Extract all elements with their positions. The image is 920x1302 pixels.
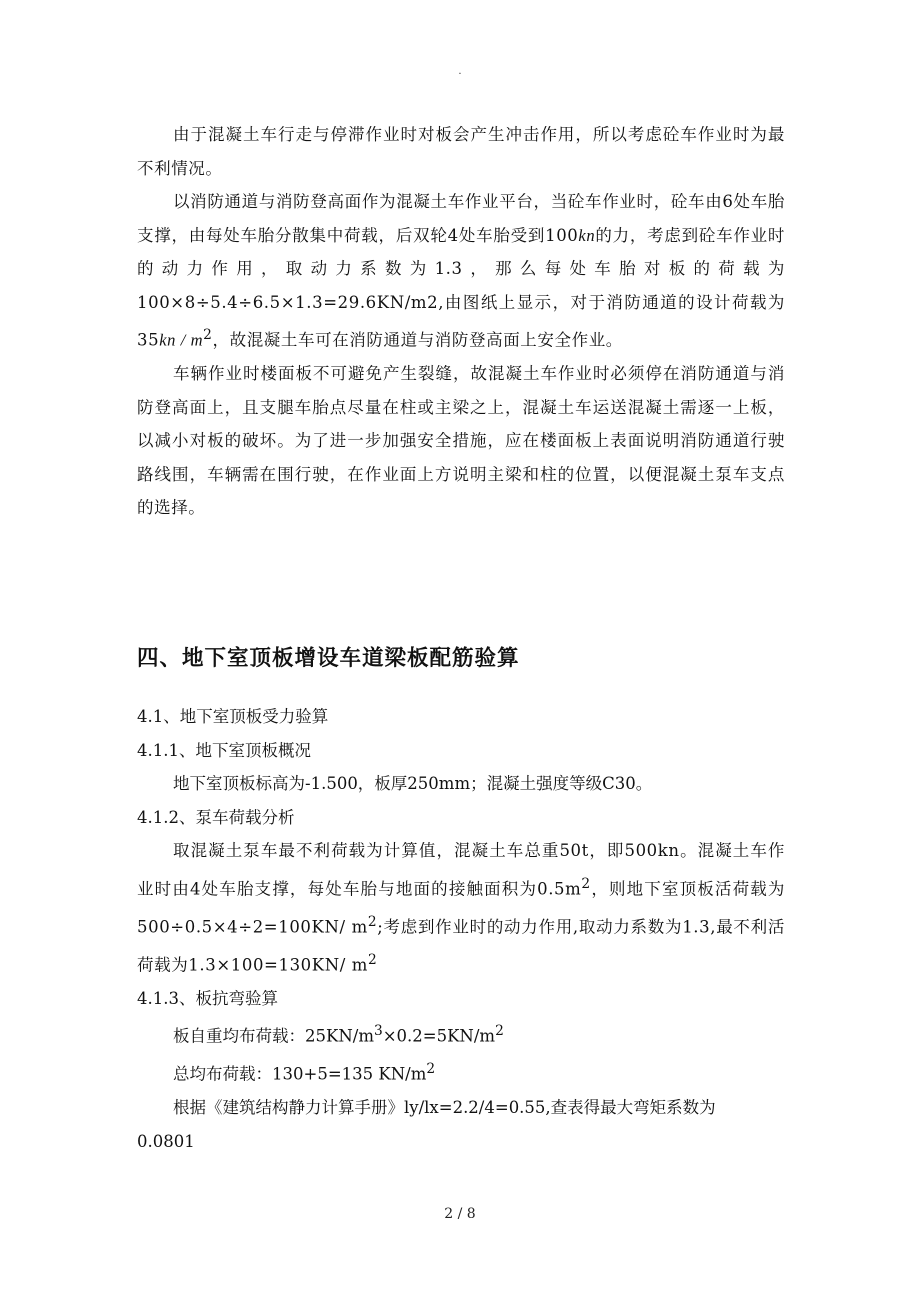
- unit-kn: kn: [578, 225, 596, 245]
- body-section-2: [137, 700, 785, 1158]
- paragraph: 取混凝土泵车最不利荷载为计算值，混凝土车总重50t，即500kn。混凝土车作业时由4处车胎支撑，每处车胎与地面的接触面积为$0.5m^2$，则地下室顶板活荷载为500÷0.5×4÷2=100KN/ $m^2$;考虑到作业时的动力作用,取动力系数为1.3,最不利活荷载为1.3×100=130KN/ $m^2$: [137, 841, 785, 974]
- subheading: 4.1、地下室顶板受力验算: [137, 707, 329, 726]
- paragraph: 根据《建筑结构静力计算手册》ly/lx=2.2/4=0.55,查表得最大弯矩系数为: [173, 1098, 716, 1117]
- subheading: 4.1.1、地下室顶板概况: [137, 740, 311, 760]
- paragraph: 车辆作业时楼面板不可避免产生裂缝，故混凝土车作业时必须停在消防通道与消防登高面上，且支腿车胎点尽量在柱或主梁之上，混凝土车运送混凝土需逐一上板，以减小对板的破坏。为了进一步加强安全措施，应在楼面板上表面说明消防通道行驶路线围，车辆需在围行驶，在作业面上方说明主梁和柱的位置，以便混凝土泵车支点的选择。: [137, 364, 785, 517]
- section-heading: 四、地下室顶板增设车道梁板配筋验算: [137, 646, 520, 671]
- header-mark: .: [458, 66, 462, 77]
- paragraph: 0.0801: [137, 1131, 195, 1151]
- paragraph: 地下室顶板标高为-1.500，板厚250mm；混凝土强度等级C30。: [173, 774, 653, 793]
- unit-kn-m2: kn / m: [159, 330, 204, 350]
- paragraph: 以消防通道与消防登高面作为混凝土车作业平台，当砼车作业时，砼车由6处车胎支撑，由每处车胎分散集中荷载，后双轮4处车胎受到100kn的力，考虑到砼车作业时的动力作用，取动力系数为1.3，那么每处车胎对板的荷载为100×8÷5.4÷6.5×1.3=29.6KN/m2,由图纸上显示，对于消防通道的设计荷载为$35kn / m^2$，故混凝土车可在消防通道与消防登高面上安全作业。: [137, 192, 785, 350]
- paragraph: 总均布荷载：130+5=135 $KN/m^2$: [173, 1061, 436, 1084]
- subheading: 4.1.3、板抗弯验算: [137, 988, 278, 1008]
- page-number: 2 / 8: [444, 1206, 476, 1222]
- body-section-1: [137, 118, 785, 525]
- paragraph: 板自重均布荷载：$25KN/m^3\times 0.2=5KN/m^2$: [173, 1023, 504, 1046]
- subheading: 4.1.2、泵车荷载分析: [137, 807, 295, 827]
- paragraph: 由于混凝土车行走与停滞作业时对板会产生冲击作用，所以考虑砼车作业时为最不利情况。: [137, 125, 785, 178]
